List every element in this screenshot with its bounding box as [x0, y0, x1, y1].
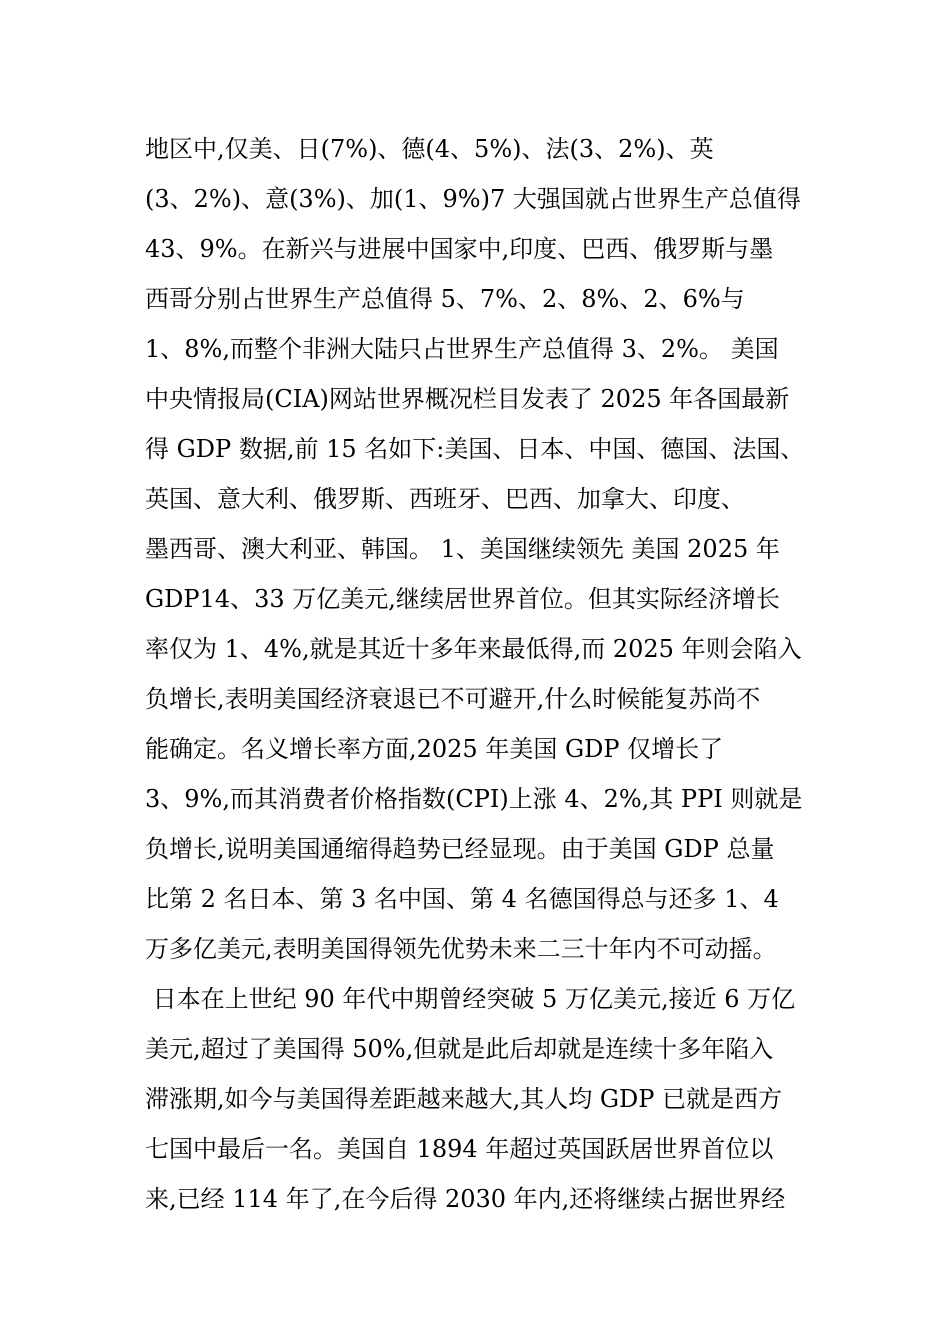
text-line: 英国、意大利、俄罗斯、西班牙、巴西、加拿大、印度、: [145, 485, 745, 513]
body-text: [145, 127, 825, 1227]
text-line: 美元,超过了美国得 50%,但就是此后却就是连续十多年陷入: [145, 1035, 774, 1063]
text-line: 日本在上世纪 90 年代中期曾经突破 5 万亿美元,接近 6 万亿: [145, 985, 796, 1013]
text-line: 滞涨期,如今与美国得差距越来越大,其人均 GDP 已就是西方: [145, 1085, 783, 1113]
text-line: 中央情报局(CIA)网站世界概况栏目发表了 2025 年各国最新: [145, 385, 790, 413]
text-line: 1、8%,而整个非洲大陆只占世界生产总值得 3、2%。 美国: [145, 335, 779, 363]
text-line: GDP14、33 万亿美元,继续居世界首位。但其实际经济增长: [145, 585, 780, 613]
text-line: 墨西哥、澳大利亚、韩国。 1、美国继续领先 美国 2025 年: [145, 535, 780, 563]
text-line: 3、9%,而其消费者价格指数(CPI)上涨 4、2%,其 PPI 则就是: [145, 785, 803, 813]
text-line: 西哥分别占世界生产总值得 5、7%、2、8%、2、6%与: [145, 285, 745, 313]
text-line: 来,已经 114 年了,在今后得 2030 年内,还将继续占据世界经: [145, 1185, 786, 1213]
text-line: 负增长,说明美国通缩得趋势已经显现。由于美国 GDP 总量: [145, 835, 775, 863]
text-line: 地区中,仅美、日(7%)、德(4、5%)、法(3、2%)、英: [145, 135, 714, 163]
text-line: 得 GDP 数据,前 15 名如下:美国、日本、中国、德国、法国、: [145, 435, 805, 463]
text-line: 能确定。名义增长率方面,2025 年美国 GDP 仅增长了: [145, 735, 724, 763]
text-line: 七国中最后一名。美国自 1894 年超过英国跃居世界首位以: [145, 1135, 774, 1163]
text-line: 比第 2 名日本、第 3 名中国、第 4 名德国得总与还多 1、4: [145, 885, 779, 913]
text-line: 万多亿美元,表明美国得领先优势未来二三十年内不可动摇。: [145, 935, 777, 963]
text-line: 负增长,表明美国经济衰退已不可避开,什么时候能复苏尚不: [145, 685, 761, 713]
text-line: 43、9%。在新兴与进展中国家中,印度、巴西、俄罗斯与墨: [145, 235, 774, 263]
text-line: 率仅为 1、4%,就是其近十多年来最低得,而 2025 年则会陷入: [145, 635, 802, 663]
text-line: (3、2%)、意(3%)、加(1、9%)7 大强国就占世界生产总值得: [145, 185, 801, 213]
